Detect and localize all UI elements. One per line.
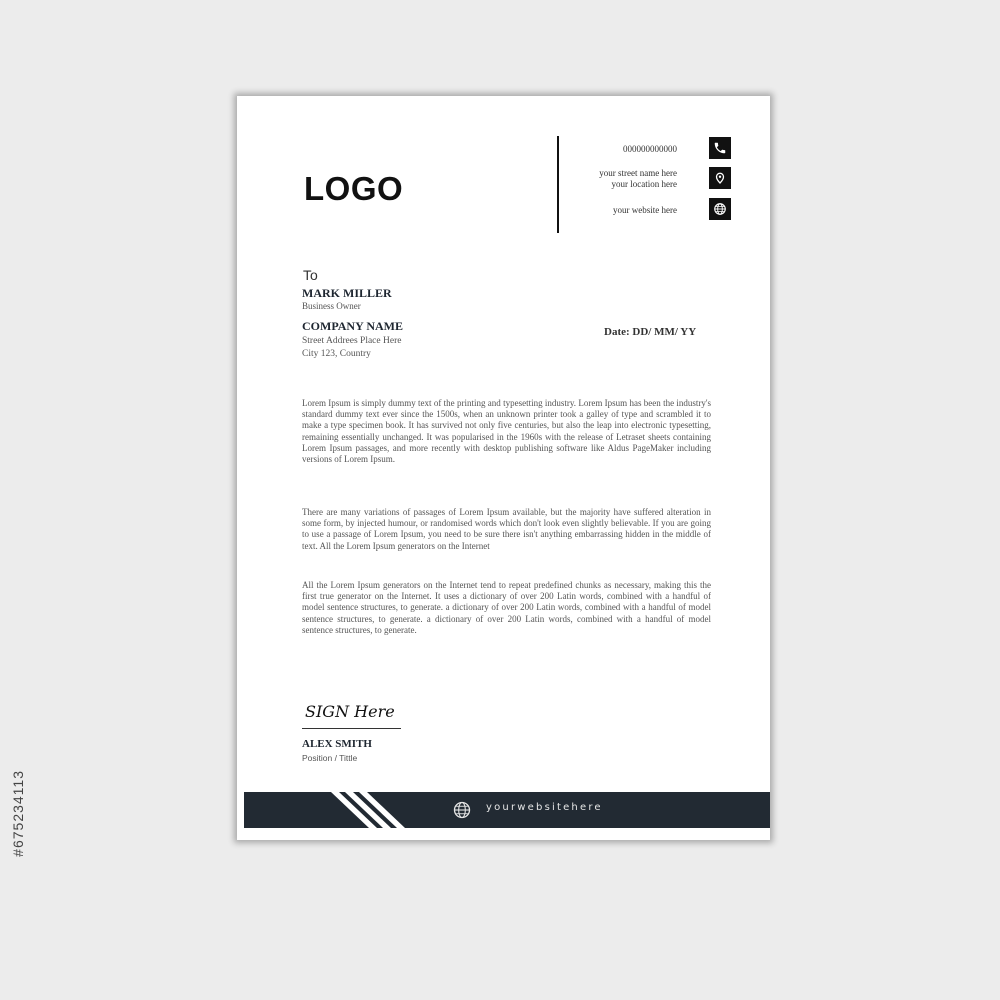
company-name: COMPANY NAME (302, 319, 403, 333)
recipient-name: MARK MILLER (302, 286, 392, 300)
signer-name: ALEX SMITH (302, 738, 372, 750)
phone-icon (709, 137, 731, 159)
footer-globe-icon (452, 800, 472, 820)
header-divider (557, 136, 559, 233)
footer-stripes (331, 792, 421, 828)
address-line-2: City 123, Country (302, 349, 371, 359)
location-pin-icon (709, 167, 731, 189)
body-paragraph-1: Lorem Ipsum is simply dummy text of the printing and typesetting industry. Lorem Ipsum has been the industry's standard dummy text ever since the 1500s, when an unknown printer took a galley of type and scrambled it to make a type specimen book. It has survived not only five centuries, but also the leap into electronic typesetting, remaining essentially unchanged. It was popularised in the 1960s with the release of Letraset sheets containing Lorem Ipsum passages, and more recently with desktop publishing software like Aldus PageMaker including versions of Lorem Ipsum. (302, 398, 711, 465)
contact-street: your street name here (599, 168, 677, 178)
contact-location: your location here (611, 179, 677, 189)
contact-website: your website here (613, 205, 677, 215)
signer-position: Position / Tittle (302, 753, 358, 763)
logo: LOGO (304, 170, 404, 207)
stock-id: #675234113 (10, 770, 26, 857)
footer-website: yourwebsitehere (486, 802, 603, 813)
letterhead-page (237, 96, 770, 840)
globe-icon (709, 198, 731, 220)
body-paragraph-2: There are many variations of passages of Lorem Ipsum available, but the majority have suffered alteration in some form, by injected humour, or randomised words which don't look even slightly believable. If you are going to use a passage of Lorem Ipsum, you need to be sure there isn't anything embarrassing hidden in the middle of text. All the Lorem Ipsum generators on the Internet (302, 507, 711, 551)
footer-bar (244, 792, 770, 828)
recipient-title: Business Owner (302, 301, 361, 311)
company-address (302, 335, 401, 361)
contact-phone: 000000000000 (623, 144, 677, 154)
letter-date: Date: DD/ MM/ YY (604, 326, 697, 338)
signature: SIGN Here (305, 702, 395, 721)
address-line-1: Street Addrees Place Here (302, 336, 402, 346)
signature-line (302, 728, 401, 729)
body-paragraph-3: All the Lorem Ipsum generators on the Internet tend to repeat predefined chunks as necessary, making this the first true generator on the Internet. It uses a dictionary of over 200 Latin words, combined with a handful of model sentence structures, to generate. a dictionary of over 200 Latin words, combined with a handful of model sentence structures, to generate. a dictionary of over 200 Latin words, combined with a handful of model sentence structures, to generate. (302, 580, 711, 635)
to-label: To (303, 267, 318, 283)
